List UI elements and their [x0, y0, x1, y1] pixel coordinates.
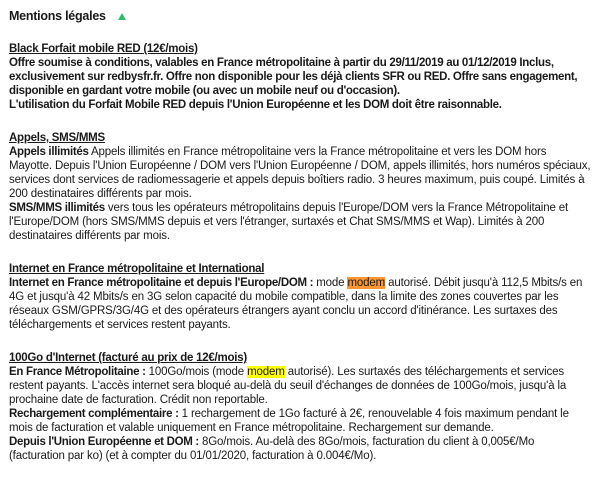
section-heading: Appels, SMS/MMS [9, 132, 105, 144]
text-run: autorisé. Débit jusqu'à 112,5 Mbits/s en 4G et jusqu'à 42 Mbits/s en 3G selon capacité du mobile compatible, dans la limite des zones couvertes par les réseaux GSM/GPRS/3G/4G et des opérateurs étrangers ayant conclu un accord d'itinérance. Les surtaxes des téléchargements et services restent payants. [9, 277, 583, 331]
triangle-up-icon[interactable] [118, 13, 126, 20]
section-heading: Black Forfait mobile RED (12€/mois) [9, 43, 198, 55]
paragraph [9, 435, 591, 463]
bold-text-run: Rechargement complémentaire : [9, 408, 179, 420]
text-run: 100Go/mois (mode [145, 366, 248, 378]
paragraph [9, 145, 591, 201]
legal-section [9, 262, 591, 332]
paragraph [9, 407, 591, 435]
find-highlight-active: modem [347, 277, 386, 289]
bold-text-run: Appels illimités [9, 146, 89, 158]
paragraph [9, 56, 591, 98]
legal-section [9, 351, 591, 463]
mentions-legales-header[interactable] [9, 9, 591, 23]
bold-text-run: Depuis l'Union Européenne et DOM : [9, 436, 199, 448]
bold-text-run: En France Métropolitaine : [9, 366, 146, 378]
text-run: autorisé). Les surtaxés des téléchargements et services restent payants. L'accès internet sera bloqué au-delà du seuil d'échanges de données de 100Go/mois, jusqu'à la prochaine date de facturation. Crédit non reportable. [9, 366, 567, 406]
paragraph [9, 98, 591, 112]
text-run: vers tous les opérateurs métropolitains depuis l'Europe/DOM vers la France Métropolitaine et l'Europe/DOM (hors SMS/MMS depuis et vers l'étranger, surtaxés et Chat SMS/MMS et Wap). Limités à 200 destinataires différents par mois. [9, 202, 569, 242]
bold-text-run: Internet en France métropolitaine et depuis l'Europe/DOM : [9, 277, 314, 289]
text-run: Appels illimités en France métropolitaine vers la France métropolitaine et vers les DOM hors Mayotte. Depuis l'Union Européenne / DOM vers l'Union Européenne / DOM, appels illimités, hors numéros spéciaux, services dont services de radiomessagerie et appels depuis boîtiers radio. 3 heures maximum, puis coupé. Limités à 200 destinataires différents par mois. [9, 146, 591, 200]
text-run: 8Go/mois. Au-delà des 8Go/mois, facturation du client à 0,005€/Mo (facturation par ko) (et à compter du 01/01/2020, facturation à 0.004€/Mo). [9, 436, 535, 462]
paragraph [9, 276, 591, 332]
text-run: mode [313, 277, 348, 289]
legal-section [9, 131, 591, 243]
paragraph [9, 201, 591, 243]
page-title: Mentions légales [9, 9, 106, 23]
bold-text-run: L'utilisation du Forfait Mobile RED depuis l'Union Européenne et les DOM doit être raisonnable. [9, 99, 502, 111]
section-heading: 100Go d'Internet (facturé au prix de 12€/mois) [9, 352, 247, 364]
section-heading: Internet en France métropolitaine et International [9, 263, 265, 275]
paragraph [9, 365, 591, 407]
bold-text-run: SMS/MMS illimités [9, 202, 105, 214]
find-highlight: modem [247, 366, 285, 378]
bold-text-run: Offre soumise à conditions, valables en France métropolitaine à partir du 29/11/2019 au 01/12/2019 Inclus, exclusivement sur redbysfr.fr. Offre non disponible pour les déjà clients SFR ou RED. Offre sans engagement, disponible en gardant votre mobile (ou avec un mobile neuf ou d'occasion). [9, 57, 578, 97]
legal-section [9, 42, 591, 112]
text-run: 1 rechargement de 1Go facturé à 2€, renouvelable 4 fois maximum pendant le mois de facturation et valable uniquement en France métropolitaine. Rechargement sur demande. [9, 408, 569, 434]
sections [9, 42, 591, 463]
